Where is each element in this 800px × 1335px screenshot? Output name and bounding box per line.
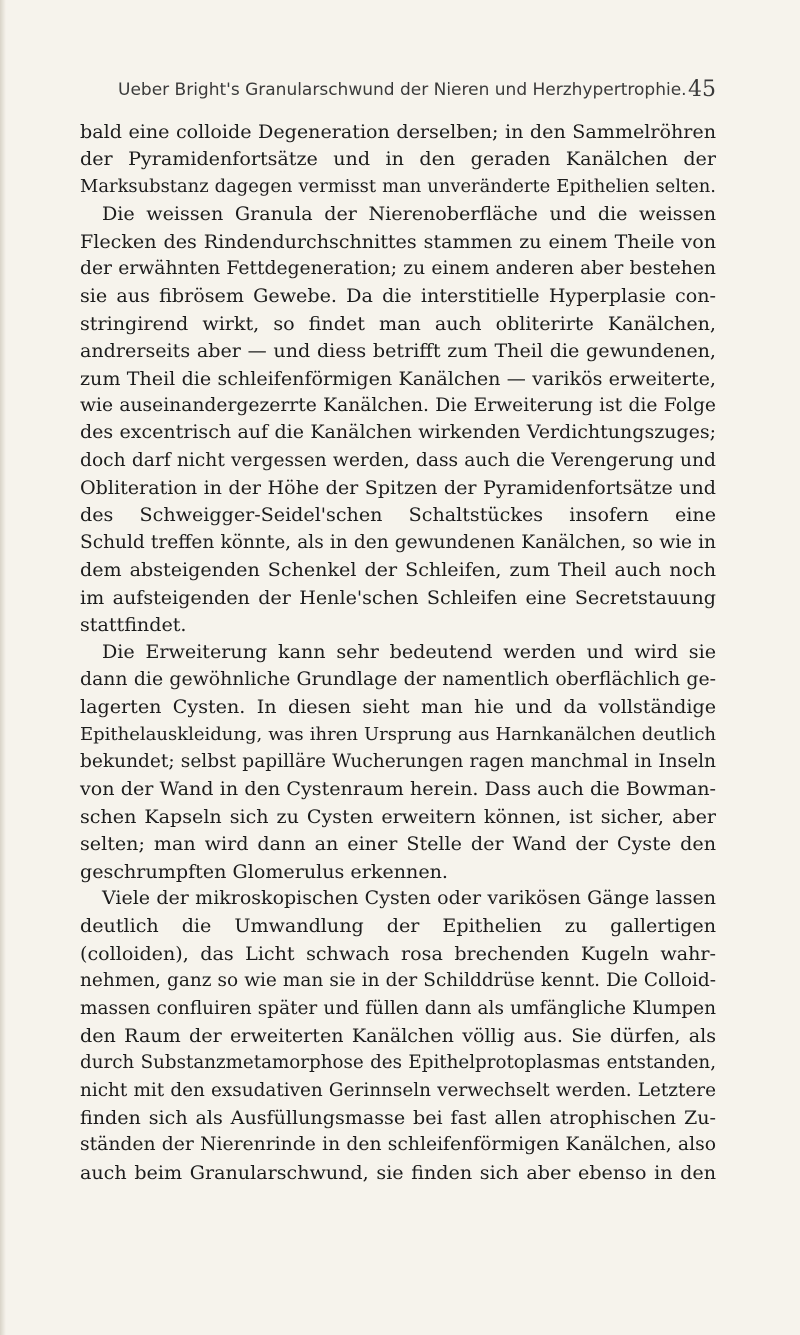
- page-number: 45: [688, 77, 716, 102]
- text-line: dann die gewöhnliche Grundlage der namentlich oberflächlich ge-: [80, 668, 716, 690]
- text-line: stattfindet.: [80, 613, 187, 637]
- text-line: Obliteration in der Höhe der Spitzen der Pyramidenfortsätze und: [80, 476, 716, 500]
- text-line: der erwähnten Fettdegeneration; zu einem anderen aber bestehen: [80, 257, 716, 279]
- text-line: bald eine colloide Degeneration derselben; in den Sammelröhren: [80, 120, 716, 143]
- text-line: bekundet; selbst papilläre Wucherungen ragen manchmal in Inseln: [80, 750, 716, 772]
- text-line: von der Wand in den Cystenraum herein. Dass auch die Bowman-: [80, 777, 716, 801]
- text-line: sie aus fibrösem Gewebe. Da die interstitielle Hyperplasie con-: [80, 284, 716, 308]
- text-line: des Schweigger-Seidel'schen Schaltstückes insofern eine: [80, 503, 716, 527]
- text-line: schen Kapseln sich zu Cysten erweitern können, ist sicher, aber: [80, 804, 716, 828]
- text-line: massen confluiren später und füllen dann als umfängliche Klumpen: [80, 997, 716, 1019]
- text-line: finden sich als Ausfüllungsmasse bei fast allen atrophischen Zu-: [80, 1106, 716, 1130]
- text-line: nehmen, ganz so wie man sie in der Schilddrüse kennt. Die Colloid-: [80, 970, 716, 992]
- text-line: im aufsteigenden der Henle'schen Schleifen eine Secretstauung: [80, 585, 716, 609]
- running-header: [118, 77, 716, 110]
- text-line: Flecken des Rindendurchschnittes stammen zu einem Theile von: [80, 229, 716, 253]
- text-line: Viele der mikroskopischen Cysten oder varikösen Gänge lassen: [102, 886, 716, 909]
- text-line: ständen der Nierenrinde in den schleifenförmigen Kanälchen, also: [80, 1134, 716, 1156]
- text-line: des excentrisch auf die Kanälchen wirkenden Verdichtungszuges;: [80, 421, 716, 444]
- text-line: selten; man wird dann an einer Stelle der Wand der Cyste den: [80, 832, 716, 856]
- text-line: andrerseits aber — und diess betrifft zum Theil die gewundenen,: [80, 339, 716, 363]
- text-line: Marksubstanz dagegen vermisst man unveränderte Epithelien selten.: [80, 175, 716, 197]
- text-line: wie auseinandergezerrte Kanälchen. Die Erweiterung ist die Folge: [80, 394, 716, 416]
- text-line: doch darf nicht vergessen werden, dass auch die Verengerung und: [80, 449, 716, 471]
- text-line: (colloiden), das Licht schwach rosa brechenden Kugeln wahr-: [80, 941, 716, 965]
- text-line: durch Substanzmetamorphose des Epithelprotoplasmas entstanden,: [80, 1052, 716, 1074]
- page-edge-shadow: [0, 0, 6, 1335]
- text-line: dem absteigenden Schenkel der Schleifen, zum Theil auch noch: [80, 558, 716, 582]
- text-line: lagerten Cysten. In diesen sieht man hie und da vollständige: [80, 695, 716, 719]
- text-line: Epithelauskleidung, was ihren Ursprung aus Harnkanälchen deutlich: [80, 723, 716, 745]
- text-line: auch beim Granularschwund, sie finden sich aber ebenso in den: [80, 1160, 716, 1184]
- text-line: zum Theil die schleifenförmigen Kanälchen — varikös erweiterte,: [80, 366, 716, 390]
- text-line: Die weissen Granula der Nierenoberfläche und die weissen: [102, 202, 716, 226]
- text-line: geschrumpften Glomerulus erkennen.: [80, 859, 448, 883]
- text-line: deutlich die Umwandlung der Epithelien zu gallertigen: [80, 914, 716, 938]
- running-title: Ueber Bright's Granularschwund der Nieren und Herzhypertrophie.: [118, 80, 687, 100]
- text-line: der Pyramidenfortsätze und in den geraden Kanälchen der: [80, 147, 716, 171]
- text-line: stringirend wirkt, so findet man auch obliterirte Kanälchen,: [80, 311, 716, 335]
- text-line: den Raum der erweiterten Kanälchen völlig aus. Sie dürfen, als: [80, 1023, 716, 1047]
- text-line: Schuld treffen könnte, als in den gewundenen Kanälchen, so wie in: [80, 531, 716, 553]
- text-line: Die Erweiterung kann sehr bedeutend werden und wird sie: [102, 640, 716, 664]
- text-line: nicht mit den exsudativen Gerinnseln verwechselt werden. Letztere: [80, 1079, 716, 1101]
- body-text: [80, 118, 716, 1186]
